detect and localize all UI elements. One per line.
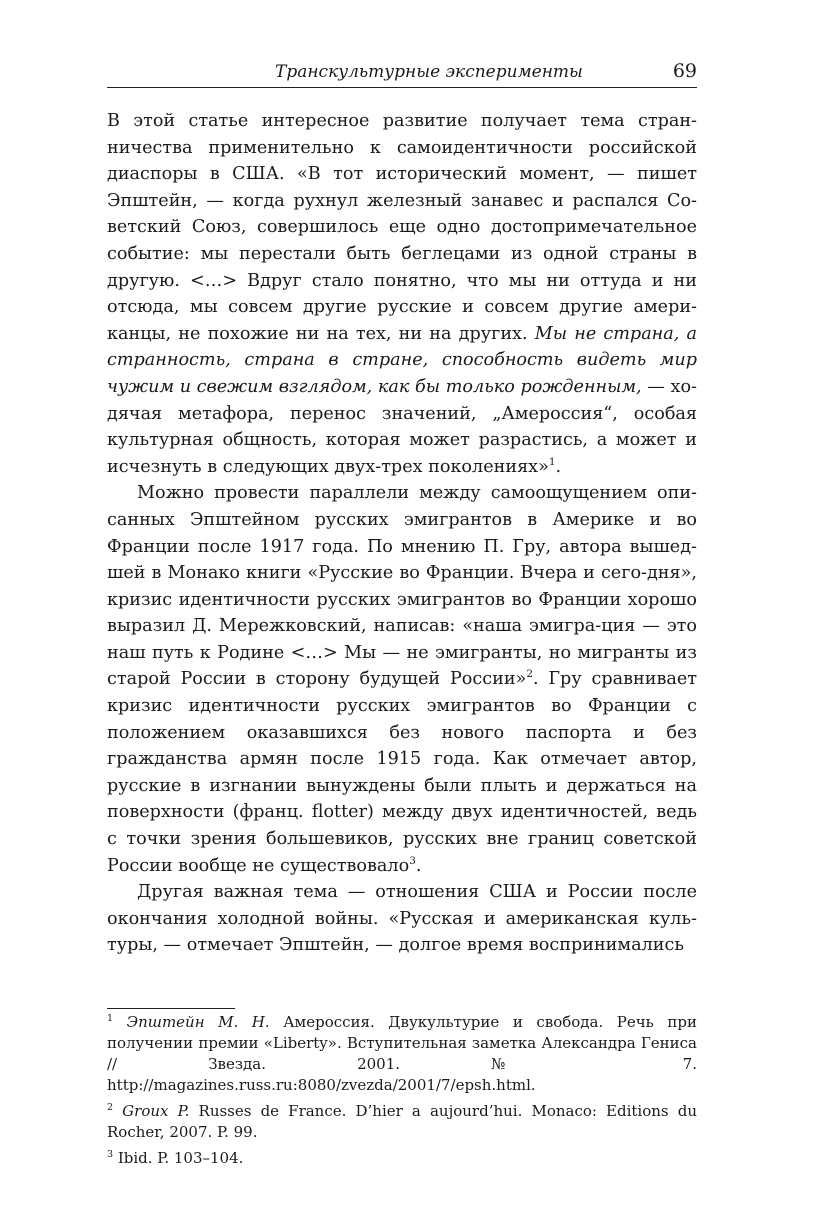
footnote-mark-3: 3 xyxy=(107,1149,114,1160)
running-header xyxy=(107,58,697,88)
page-number: 69 xyxy=(672,60,697,82)
footnote-1-text: Амероссия. Двукультурие и свобода. Речь при получении премии «Liberty». Вступительная заметка Александра Гениса // Звезда. 2001. № 7. http://magazines.russ.ru:8080/zvezda/2001/7/epsh.html. xyxy=(107,1013,697,1094)
paragraph-1-text-f: событие: мы перестали быть беглецами из одной страны xyxy=(107,243,677,264)
paragraph-1-italic-quote: Мы не страна, а странность, страна в стране, способность видеть мир чужим и свежим взглядом, как бы только рожденным, xyxy=(107,323,697,397)
footnote-mark-2: 2 xyxy=(107,1102,114,1113)
paragraph-2-text-c: . xyxy=(415,855,422,876)
paragraph-1-text-g: в другую. <…> Вдруг стало понятно, что мы ни оттуда и ни xyxy=(107,243,697,291)
paragraph-1-text-l: культурная общность, которая может разрастись, а может xyxy=(107,430,677,451)
footnote-1 xyxy=(107,1012,697,1096)
paragraph-1-text-j: — хо- xyxy=(641,376,697,397)
footnote-2-author: Groux P. xyxy=(122,1102,190,1120)
paragraph-2 xyxy=(107,480,697,879)
header-rule xyxy=(107,87,697,88)
paragraph-1: В этой статье интересное развитие получает тема стран- ничества применительно к самоидентичности российской диаспоры в США. «В тот исторический момент, — пишет Эпштейн, — когда рухнул железный занавес и распался Со- ветский Союз, совершилось еще одно достопримечательное событие: мы перестали быть беглецами из одной страны в другую. <…> Вдруг стало понятно, что мы ни оттуда и ни отсюда, мы совсем другие русские и совсем другие амери- канцы, не похожие ни на тех, ни на других. Мы не страна, а странность, страна в стране, способность видеть мир чужим и свежим взглядом, как бы только рожденным, — хо- дячая метафора, перенос значений, „Амероссия“, особая культурная общность, которая может разрастись, а может и исчезнуть в следующих двух-трех поколениях»$^1$. xyxy=(107,111,697,477)
footnote-1-author: Эпштейн М. Н. xyxy=(126,1013,270,1031)
paragraph-2-text-b: . Гру сравнивает кризис идентичности русских эмигрантов во Франции с положением оказавшихся без нового паспорта и без гражданства армян после 1915 года. Как отмечает автор, русские в изгнании вынуждены были плыть и держаться на поверхности (франц. flotter) между двух идентичностей, ведь с точки зрения большевиков, русских вне границ советской России вообще не существовало xyxy=(107,669,697,876)
paragraph-1-text-b: ничества применительно к самоидентичности российской xyxy=(107,137,697,158)
footnote-3-text: Ibid. P. 103–104. xyxy=(117,1149,244,1167)
footnote-ref-1[interactable]: 1 xyxy=(548,455,556,468)
footnote-rule xyxy=(107,1008,235,1009)
paragraph-2-text-a: Можно провести параллели между самоощущением опи-санных Эпштейном русских эмигрантов в Америке и во Франции после 1917 года. По мнению П. Гру, автора вышед-шей в Монако книги «Русские во Франции. Вчера и сего-дня», кризис идентичности русских эмигрантов во Франции хорошо выразил Д. Мережковский, написав: «наша эмигра-ция — это наш путь к Родине <…> Мы — не эмигранты, но мигранты из старой России в сторону будущей России» xyxy=(107,483,697,690)
paragraph-3-text: Другая важная тема — отношения США и России после окончания холодной войны. «Русская и американская куль-туры, — отмечает Эпштейн, — долгое время воспринимались xyxy=(107,882,697,956)
paragraph-1-text-e: ветский Союз, совершилось еще одно достопримечательное xyxy=(107,217,697,238)
footnote-2 xyxy=(107,1101,697,1143)
main-text xyxy=(107,108,697,959)
paragraph-1-text-h: отсюда, мы совсем другие русские и совсем другие амери- xyxy=(107,297,697,318)
footnote-mark-1: 1 xyxy=(107,1013,114,1024)
paragraph-1-text-d: Эпштейн, — когда рухнул железный занавес и распался Со- xyxy=(107,190,697,211)
paragraph-1-text-c: диаспоры в США. «В тот исторический момент, — пишет xyxy=(107,164,697,185)
footnote-ref-3[interactable]: 3 xyxy=(409,854,416,867)
paragraph-1-text-i: канцы, не похожие ни на тех, ни на других. xyxy=(107,323,535,344)
footnote-2-text: Russes de France. D’hier a aujourd’hui. Monaco: Editions du Rocher, 2007. P. 99. xyxy=(107,1102,697,1141)
paragraph-1-text-k: дячая метафора, перенос значений, „Амероссия“, особая xyxy=(107,403,697,424)
footnotes xyxy=(107,1012,697,1174)
paragraph-1-text-a: В этой статье интересное развитие получает тема стран- xyxy=(107,111,697,131)
paragraph-1-text-m: и исчезнуть в следующих двух-трех поколениях» xyxy=(107,430,697,477)
running-title: Транскультурные эксперименты xyxy=(275,62,583,82)
paragraph-3 xyxy=(107,879,697,959)
footnote-ref-2[interactable]: 2 xyxy=(526,668,533,681)
footnote-3 xyxy=(107,1148,697,1169)
